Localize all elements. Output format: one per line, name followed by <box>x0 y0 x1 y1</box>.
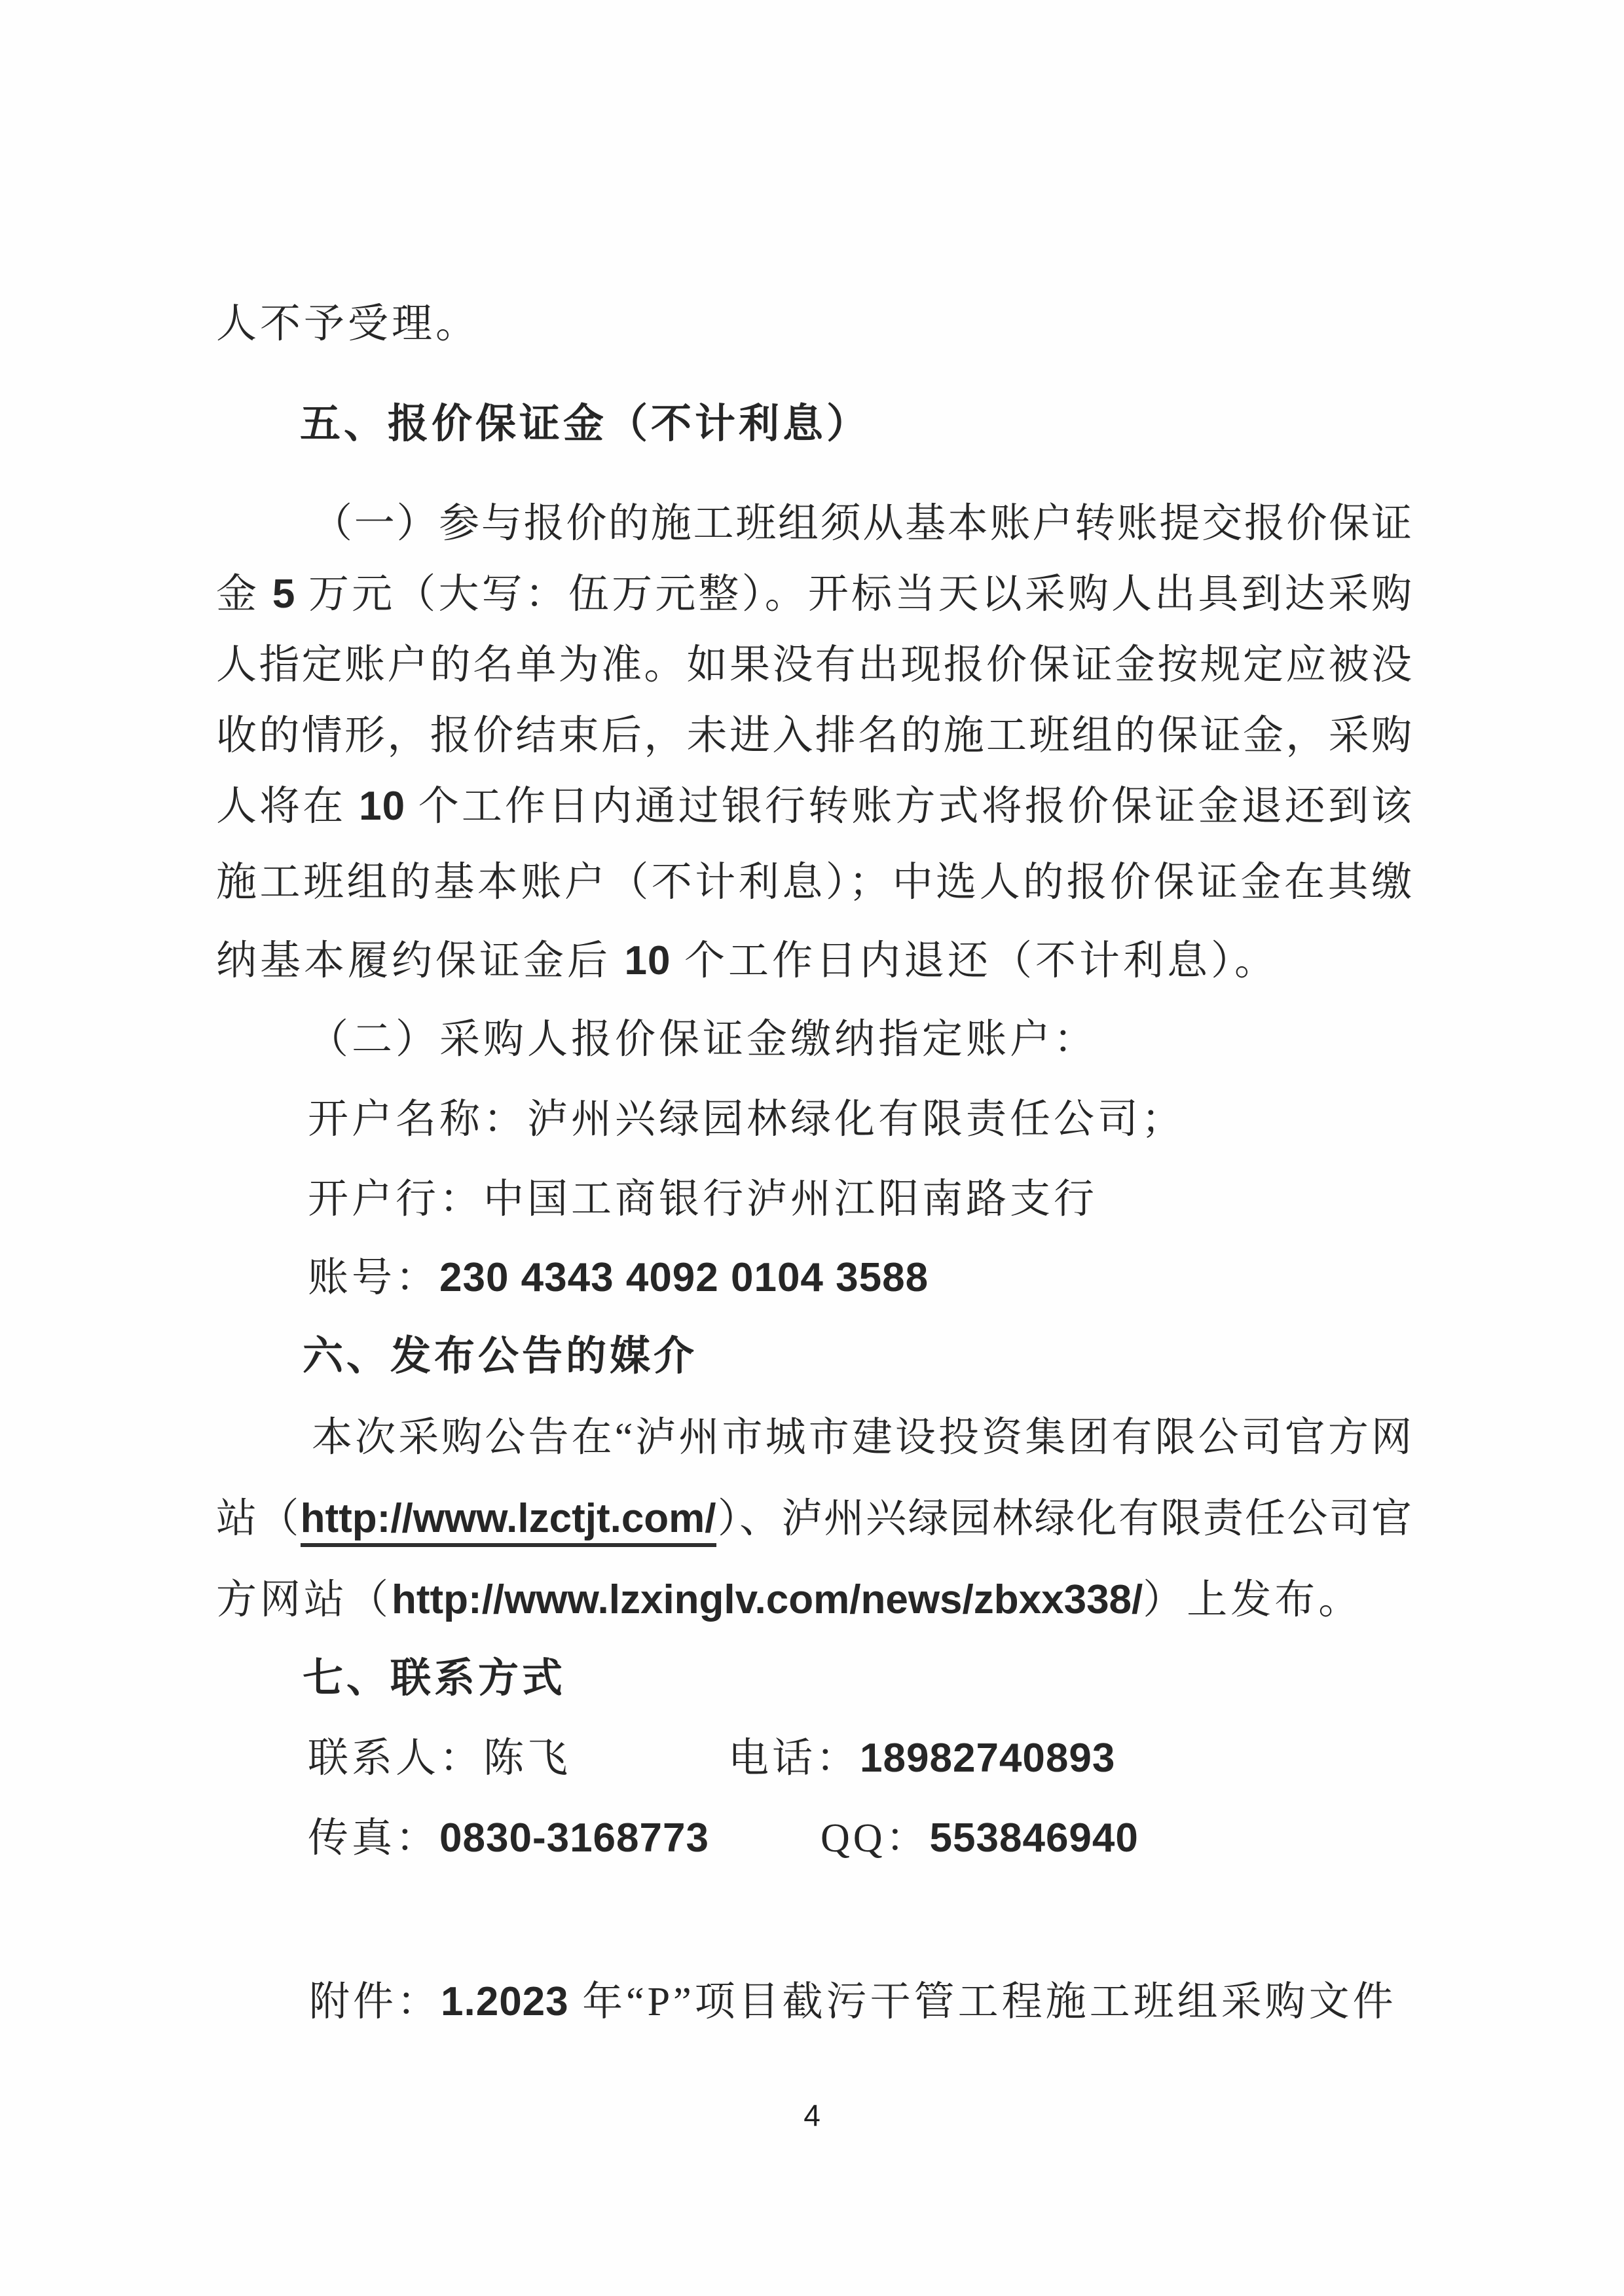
attachment-index-year: 1.2023 <box>441 1979 569 2024</box>
account-number-line <box>308 1252 929 1304</box>
cjk-text: 金 <box>216 572 272 617</box>
cjk-text: 站（ <box>216 1497 301 1541</box>
section-heading-bid-deposit: 五、报价保证金（不计利息） <box>300 402 871 446</box>
section-heading-contact: 七、联系方式 <box>303 1656 566 1701</box>
deposit-paragraph-line-1: （一）参与报价的施工班组须从基本账户转账提交报价保证 <box>312 501 1412 546</box>
cjk-text: 方网站（ <box>216 1578 392 1622</box>
working-days-figure: 10 <box>624 938 671 983</box>
bank-branch-line: 开户行：中国工商银行泸州江阳南路支行 <box>308 1177 1098 1222</box>
phone-label: 电话： <box>728 1736 860 1781</box>
lzxinglv-url: http://www.lzxinglv.com/news/zbxx338/ <box>392 1577 1143 1622</box>
attachment-line <box>309 1976 1397 2028</box>
cjk-text: 人将在 <box>216 784 360 829</box>
qq-label: QQ： <box>820 1816 930 1861</box>
deposit-paragraph-line-5 <box>216 780 1412 833</box>
deposit-paragraph-line-7 <box>216 935 1278 987</box>
account-number-value: 230 4343 4092 0104 3588 <box>439 1255 929 1300</box>
contact-person-line <box>308 1732 1115 1785</box>
cjk-text: 纳基本履约保证金后 <box>216 939 625 983</box>
cjk-text: ）上发布。 <box>1143 1578 1363 1622</box>
paragraph-tail-rejection-note: 人不予受理。 <box>216 302 480 346</box>
section-heading-announcement-media: 六、发布公告的媒介 <box>303 1334 698 1379</box>
cjk-text: 万元（大写：伍万元整）。开标当天以采购人出具到达采购 <box>295 572 1412 617</box>
deposit-paragraph-line-3: 人指定账户的名单为准。如果没有出现报价保证金按规定应被没 <box>216 643 1412 687</box>
fax-label: 传真： <box>308 1816 440 1861</box>
deposit-paragraph-line-2 <box>216 568 1412 621</box>
deposit-paragraph-line-6: 施工班组的基本账户（不计利息）；中选人的报价保证金在其缴 <box>216 860 1412 905</box>
account-number-label: 账号： <box>308 1256 440 1300</box>
attachment-title: 年“P”项目截污干管工程施工班组采购文件 <box>568 1980 1397 2024</box>
fax-qq-line <box>308 1812 1139 1865</box>
account-name-line: 开户名称：泸州兴绿园林绿化有限责任公司； <box>308 1097 1186 1142</box>
qq-number: 553846940 <box>929 1815 1139 1861</box>
working-days-figure: 10 <box>359 784 406 829</box>
phone-number: 18982740893 <box>860 1736 1116 1781</box>
cjk-text: 个工作日内退还（不计利息）。 <box>671 939 1278 983</box>
amount-figure: 5 <box>272 572 296 617</box>
lzctjt-url: http://www.lzctjt.com/ <box>301 1496 716 1547</box>
designated-account-heading: （二）采购人报价保证金缴纳指定账户： <box>308 1017 1098 1062</box>
deposit-paragraph-line-4: 收的情形，报价结束后，未进入排名的施工班组的保证金，采购 <box>216 714 1412 758</box>
attachment-label: 附件： <box>309 1980 441 2024</box>
fax-number: 0830-3168773 <box>439 1815 709 1861</box>
cjk-text: 个工作日内通过银行转账方式将报价保证金退还到该 <box>405 784 1412 829</box>
page-number: 4 <box>803 2098 821 2132</box>
contact-person-value: 联系人：陈飞 <box>308 1736 572 1781</box>
media-paragraph-line-3 <box>216 1574 1362 1626</box>
cjk-text: ）、泸州兴绿园林绿化有限责任公司官 <box>716 1497 1412 1541</box>
media-paragraph-line-2 <box>216 1493 1412 1545</box>
media-paragraph-line-1: 本次采购公告在“泸州市城市建设投资集团有限公司官方网 <box>312 1415 1412 1460</box>
